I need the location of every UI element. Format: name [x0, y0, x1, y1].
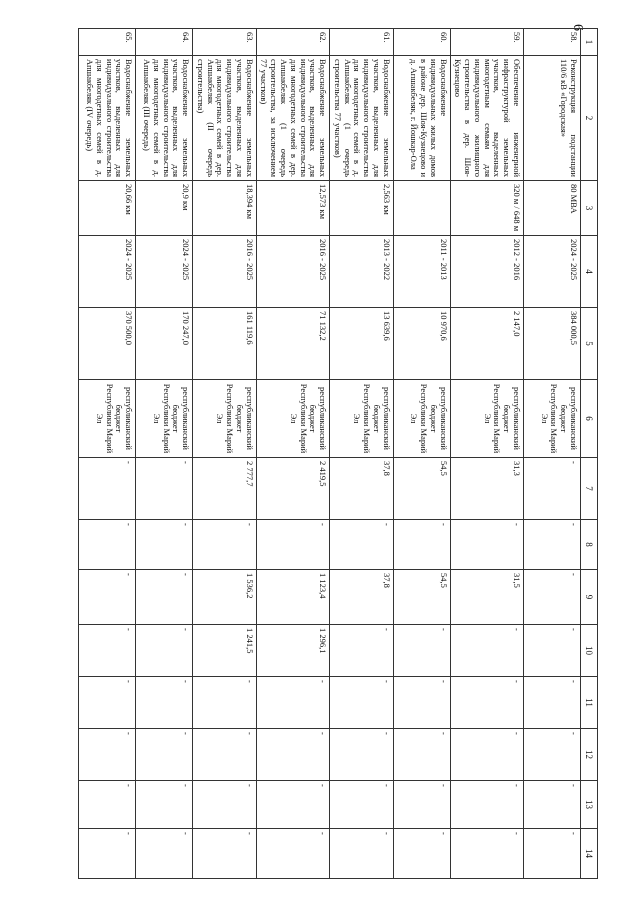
- table-row: [330, 29, 394, 879]
- col-header: 2: [581, 56, 598, 181]
- row-period: 2016 - 2025: [256, 236, 329, 308]
- row-name: Реконструкция подстанции 110/6 кВ «Городская»: [524, 56, 581, 181]
- row-capacity: 12,573 км: [256, 181, 329, 236]
- table-row: [193, 29, 257, 879]
- row-c13: -: [256, 781, 329, 829]
- row-period: 2011 - 2013: [393, 236, 450, 308]
- row-number: 65.: [79, 29, 136, 56]
- row-capacity: [393, 181, 450, 236]
- row-c13: -: [136, 781, 193, 829]
- row-cost: 170 247,0: [136, 308, 193, 380]
- row-cost: 71 132,2: [256, 308, 329, 380]
- row-period: 2024 - 2025: [524, 236, 581, 308]
- row-c14: -: [256, 829, 329, 879]
- col-header: 7: [581, 458, 598, 520]
- table-row: [450, 29, 523, 879]
- table-row: [79, 29, 136, 879]
- row-c9: 54,5: [393, 570, 450, 625]
- row-source: республиканский бюджет Республики Марий Эл: [193, 380, 257, 458]
- row-c10: -: [524, 625, 581, 677]
- row-c7: 31,3: [450, 458, 523, 520]
- row-c9: 37,8: [330, 570, 394, 625]
- row-c13: -: [330, 781, 394, 829]
- row-name: Водоснабжение земельных участков, выделенных для индивидуального строительства для многодетных семей в д. Апшакбеляк (III очередь): [136, 56, 193, 181]
- rotated-table-wrapper: [85, 28, 598, 878]
- row-c14: -: [330, 829, 394, 879]
- row-source: республиканский бюджет Республики Марий Эл: [393, 380, 450, 458]
- row-c12: -: [524, 729, 581, 781]
- row-c8: -: [79, 520, 136, 570]
- col-header: 8: [581, 520, 598, 570]
- row-c11: -: [450, 677, 523, 729]
- row-c7: -: [524, 458, 581, 520]
- row-period: 2013 - 2022: [330, 236, 394, 308]
- row-cost: 13 639,6: [330, 308, 394, 380]
- row-c12: -: [79, 729, 136, 781]
- header-row: [581, 29, 598, 879]
- row-c12: -: [330, 729, 394, 781]
- row-c13: -: [524, 781, 581, 829]
- row-c12: -: [450, 729, 523, 781]
- col-header: 1: [581, 29, 598, 56]
- row-c10: -: [450, 625, 523, 677]
- row-c14: -: [79, 829, 136, 879]
- col-header: 9: [581, 570, 598, 625]
- row-c10: 1 241,5: [193, 625, 257, 677]
- row-name: Водоснабжение индивидуальных жилых домов в районе дер. Шоя-Кузнецово и д. Апшакбеляк, г. Йошкар-Ола: [393, 56, 450, 181]
- row-name: Обеспечение инженерной инфраструктурой земельных участков, выделенных многодетным семьям для индивидуального жилищного строительства в дер. Шоя-Кузнецово: [450, 56, 523, 181]
- row-c12: -: [193, 729, 257, 781]
- row-c7: 54,5: [393, 458, 450, 520]
- col-header: 3: [581, 181, 598, 236]
- row-c13: -: [79, 781, 136, 829]
- table-row: [256, 29, 329, 879]
- row-capacity: 20,66 км: [79, 181, 136, 236]
- row-c14: -: [193, 829, 257, 879]
- row-c7: 2 777,7: [193, 458, 257, 520]
- col-header: 5: [581, 308, 598, 380]
- row-cost: 10 970,6: [393, 308, 450, 380]
- row-c7: -: [79, 458, 136, 520]
- row-c14: -: [450, 829, 523, 879]
- row-c14: -: [136, 829, 193, 879]
- row-c7: 37,8: [330, 458, 394, 520]
- row-c13: -: [450, 781, 523, 829]
- row-c9: 1 536,2: [193, 570, 257, 625]
- row-name: Водоснабжение земельных участков, выделенных для индивидуального строительства для многодетных семей в дер. Апшакбеляк (1 очередь строительства, за исключением 77 участков): [256, 56, 329, 181]
- row-c8: -: [256, 520, 329, 570]
- row-name: Водоснабжение земельных участков, выделенных для индивидуального строительства для многодетных семей в дер. Апшакбеляк (II очередь строительства): [193, 56, 257, 181]
- row-source: республиканский бюджет Республики Марий Эл: [450, 380, 523, 458]
- row-number: 59.: [450, 29, 523, 56]
- row-c11: -: [256, 677, 329, 729]
- row-c10: -: [330, 625, 394, 677]
- row-c13: -: [393, 781, 450, 829]
- row-c10: -: [136, 625, 193, 677]
- row-number: 58.: [524, 29, 581, 56]
- row-c8: -: [193, 520, 257, 570]
- row-c7: -: [136, 458, 193, 520]
- row-c8: -: [330, 520, 394, 570]
- row-c8: -: [393, 520, 450, 570]
- row-source: республиканский бюджет Республики Марий Эл: [330, 380, 394, 458]
- row-c7: 2 419,5: [256, 458, 329, 520]
- row-c10: -: [393, 625, 450, 677]
- row-c11: -: [193, 677, 257, 729]
- row-name: Водоснабжение земельных участков, выделенных для индивидуального строительства для многодетных семей в д. Апшакбеляк (IV очередь): [79, 56, 136, 181]
- row-number: 60.: [393, 29, 450, 56]
- row-c11: -: [330, 677, 394, 729]
- row-c9: -: [136, 570, 193, 625]
- row-number: 61.: [330, 29, 394, 56]
- row-c9: 31,5: [450, 570, 523, 625]
- row-c11: -: [524, 677, 581, 729]
- row-source: республиканский бюджет Республики Марий Эл: [79, 380, 136, 458]
- row-c11: -: [393, 677, 450, 729]
- row-c10: -: [79, 625, 136, 677]
- row-capacity: 80 МВА: [524, 181, 581, 236]
- table-row: [136, 29, 193, 879]
- col-header: 11: [581, 677, 598, 729]
- row-capacity: 18,394 км: [193, 181, 257, 236]
- row-c8: -: [524, 520, 581, 570]
- row-cost: 161 119,6: [193, 308, 257, 380]
- row-c14: -: [524, 829, 581, 879]
- row-c13: -: [193, 781, 257, 829]
- col-header: 12: [581, 729, 598, 781]
- row-c9: 1 123,4: [256, 570, 329, 625]
- row-c9: -: [79, 570, 136, 625]
- row-cost: 384 000,5: [524, 308, 581, 380]
- row-cost: 370 500,0: [79, 308, 136, 380]
- row-source: республиканский бюджет Республики Марий Эл: [256, 380, 329, 458]
- col-header: 6: [581, 380, 598, 458]
- row-number: 63.: [193, 29, 257, 56]
- row-name: Водоснабжение земельных участков, выделенных для индивидуального строительства для многодетных семей в д. Апшакбеляк (1 очередь строительства 77 участков): [330, 56, 394, 181]
- row-c8: -: [136, 520, 193, 570]
- row-source: республиканский бюджет Республики Марий Эл: [524, 380, 581, 458]
- col-header: 4: [581, 236, 598, 308]
- row-period: 2012 - 2016: [450, 236, 523, 308]
- row-c11: -: [136, 677, 193, 729]
- row-c10: 1 296,1: [256, 625, 329, 677]
- row-capacity: 2,563 км: [330, 181, 394, 236]
- row-capacity: 20,9 км: [136, 181, 193, 236]
- row-source: республиканский бюджет Республики Марий Эл: [136, 380, 193, 458]
- row-c9: -: [524, 570, 581, 625]
- table-row: [524, 29, 581, 879]
- row-c14: -: [393, 829, 450, 879]
- col-header: 13: [581, 781, 598, 829]
- row-c8: -: [450, 520, 523, 570]
- col-header: 14: [581, 829, 598, 879]
- row-period: 2016 - 2025: [193, 236, 257, 308]
- row-c12: -: [136, 729, 193, 781]
- col-header: 10: [581, 625, 598, 677]
- row-period: 2024 - 2025: [79, 236, 136, 308]
- row-number: 64.: [136, 29, 193, 56]
- row-c11: -: [79, 677, 136, 729]
- row-cost: 2 147,0: [450, 308, 523, 380]
- row-capacity: 320 м / 648 м: [450, 181, 523, 236]
- projects-table: [78, 28, 598, 879]
- row-c12: -: [393, 729, 450, 781]
- row-number: 62.: [256, 29, 329, 56]
- page-number: 6: [570, 24, 585, 31]
- table-row: [393, 29, 450, 879]
- row-period: 2024 - 2025: [136, 236, 193, 308]
- row-c12: -: [256, 729, 329, 781]
